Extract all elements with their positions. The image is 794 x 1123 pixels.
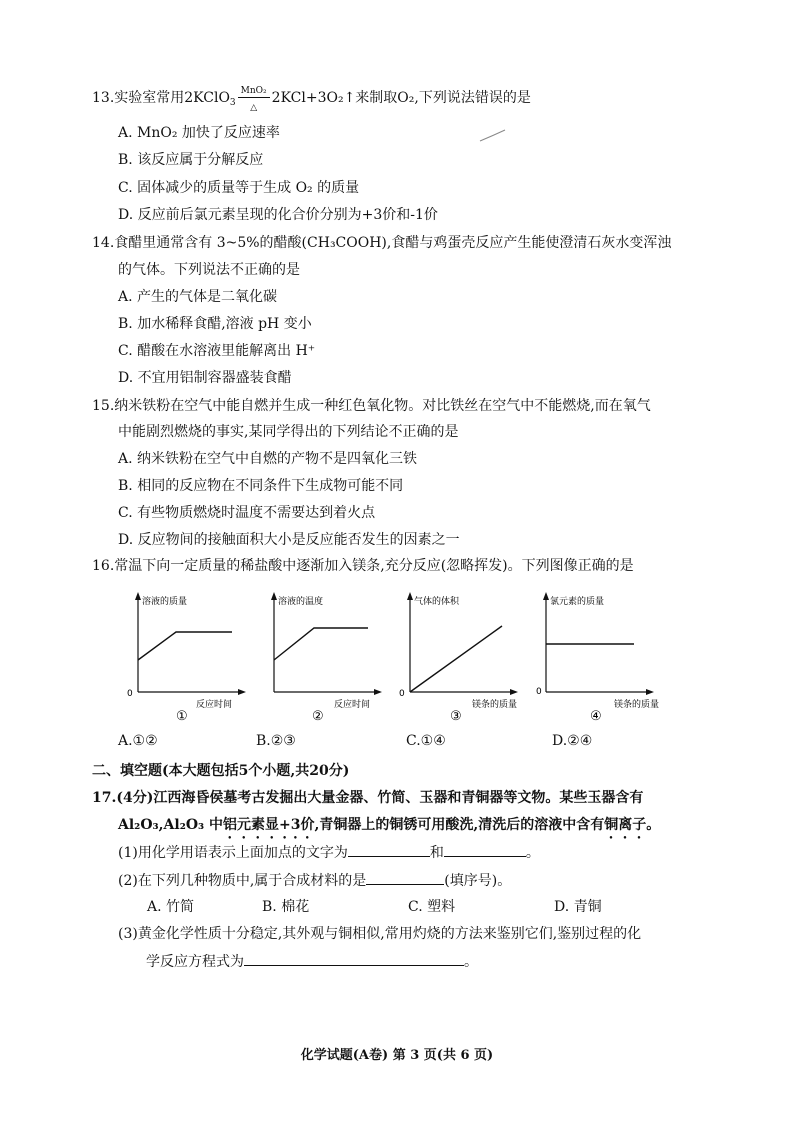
heat-symbol: △ [250,103,258,113]
answer-blank-4[interactable] [244,951,464,966]
emphasized-text-1: 铝元素显+3价 [223,817,315,833]
q17-sub3-line2 [146,951,478,972]
graph-3 [394,586,529,726]
q14-option-c: C. 醋酸在水溶液里能解离出 H⁺ [118,343,316,359]
q16-stem: 16.常温下向一定质量的稀盐酸中逐渐加入镁条,充分反应(忽略挥发)。下列图像正确的是 [92,558,634,574]
q16-answer-c: C.①④ [406,733,446,749]
q13-option-a: A. MnO₂ 加快了反应速率 [118,125,280,141]
q14-option-b: B. 加水稀释食醋,溶液 pH 变小 [118,316,312,332]
x-axis-label: 反应时间 [334,700,371,710]
page-footer: 化学试题(A卷) 第 3 页(共 6 页) [300,1048,494,1063]
graph-4 [530,586,665,726]
q17-sub3-end: 。 [464,954,478,970]
curve [410,626,502,692]
section-heading: 二、填空题(本大题包括5个小题,共20分) [92,763,350,779]
curve [274,628,368,660]
x-axis-label: 镁条的质量 [472,700,518,710]
origin-label: 0 [399,689,405,699]
pencil-mark [478,128,508,144]
answer-blank-2[interactable] [444,842,526,857]
y-axis-arrow [543,592,549,600]
q13-stem: 13.实验室常用2KClO$_3$ MnO₂ △ 2KCl+3O₂↑来制取O₂,下列说法错误的是 [92,88,531,108]
q17-line2-mid: ,青铜器上的铜锈可用酸洗,清洗后的溶液中含有 [314,817,605,833]
reaction-condition [238,86,270,113]
q17-line2-prefix: Al₂O₃,Al₂O₃ 中 [118,817,224,833]
q15-option-b: B. 相同的反应物在不同条件下生成物可能不同 [118,478,404,494]
y-axis-arrow [135,592,141,600]
q15-stem-line2: 中能剧烈燃烧的事实,某同学得出的下列结论不正确的是 [118,424,459,440]
q15-option-a: A. 纳米铁粉在空气中自燃的产物不是四氧化三铁 [118,451,418,467]
y-axis-arrow [407,592,413,600]
q17-sub1-and: 和 [429,845,444,861]
y-axis-label: 气体的体积 [414,597,460,607]
origin-label: 0 [127,689,133,699]
curve [138,632,232,660]
answer-blank-1[interactable] [348,842,430,857]
x-axis-arrow [646,689,654,695]
q14-stem-line1: 14.食醋里通常含有 3~5%的醋酸(CH₃COOH),食醋与鸡蛋壳反应产生能使澄清石灰水变浑浊 [92,235,672,251]
answer-blank-3[interactable] [366,870,444,885]
q17-sub2-end: (填序号)。 [444,873,512,889]
catalyst-label: MnO₂ [240,86,267,96]
q17-sub2-prefix: (2)在下列几种物质中,属于合成材料的是 [118,873,367,889]
q14-option-a: A. 产生的气体是二氧化碳 [118,289,278,305]
q13-option-c: C. 固体减少的质量等于生成 O₂ 的质量 [118,180,360,196]
y-axis-label: 溶液的温度 [278,597,324,607]
q16-answer-a: A.①② [118,733,158,749]
y-axis-label: 氯元素的质量 [550,597,605,607]
q17-sub2 [118,870,511,891]
graph-number: ③ [450,709,462,724]
q15-option-d: D. 反应物间的接触面积大小是反应能否发生的因素之一 [118,532,460,548]
q13-stem-suffix: 2KCl+3O₂↑来制取O₂,下列说法错误的是 [271,90,531,106]
q15-stem-line1: 15.纳米铁粉在空气中能自燃并生成一种红色氧化物。对比铁丝在空气中不能燃烧,而在氧气 [92,398,651,414]
q17-line2-end: 。 [646,817,661,833]
y-axis-label: 溶液的质量 [142,597,188,607]
q17-sub1-end: 。 [525,845,540,861]
q16-answer-d: D.②④ [552,733,593,749]
emphasized-text-2: 铜离子 [604,817,647,833]
graph-2 [258,586,393,726]
q14-stem-line2: 的气体。下列说法不正确的是 [118,262,300,278]
q14-option-d: D. 不宜用铝制容器盛装食醋 [118,370,292,386]
q16-answer-b: B.②③ [256,733,296,749]
graph-number: ② [312,709,324,724]
q17-sub3-prefix: 学反应方程式为 [146,954,244,970]
y-axis-arrow [271,592,277,600]
q17-stem-line2 [118,815,660,842]
graph-number: ① [176,709,188,724]
q17-sub2-option-b: B. 棉花 [262,899,310,915]
x-axis-arrow [510,689,518,695]
q17-sub1-prefix: (1)用化学用语表示上面加点的文字为 [118,845,348,861]
q17-sub1 [118,842,540,863]
x-axis-label: 反应时间 [196,700,233,710]
graph-number: ④ [590,709,602,724]
origin-label: 0 [536,687,542,697]
q17-sub2-option-d: D. 青铜 [554,899,602,915]
x-axis-label: 镁条的质量 [614,700,660,710]
q13-option-d: D. 反应前后氯元素呈现的化合价分别为+3价和-1价 [118,207,438,223]
q17-stem-line1: 17.(4分)江西海昏侯墓考古发掘出大量金器、竹简、玉器和青铜器等文物。某些玉器含有 [92,790,644,806]
q15-option-c: C. 有些物质燃烧时温度不需要达到着火点 [118,505,376,521]
q17-sub2-option-c: C. 塑料 [408,899,456,915]
x-axis-arrow [374,689,382,695]
x-axis-arrow [238,689,246,695]
graph-1 [122,586,257,726]
q17-sub3-line1: (3)黄金化学性质十分稳定,其外观与铜相似,常用灼烧的方法来鉴别它们,鉴别过程的化 [118,926,642,942]
q13-stem-prefix: 13.实验室常用2KClO [92,90,230,106]
q17-sub2-option-a: A. 竹简 [147,899,195,915]
q13-option-b: B. 该反应属于分解反应 [118,152,264,168]
